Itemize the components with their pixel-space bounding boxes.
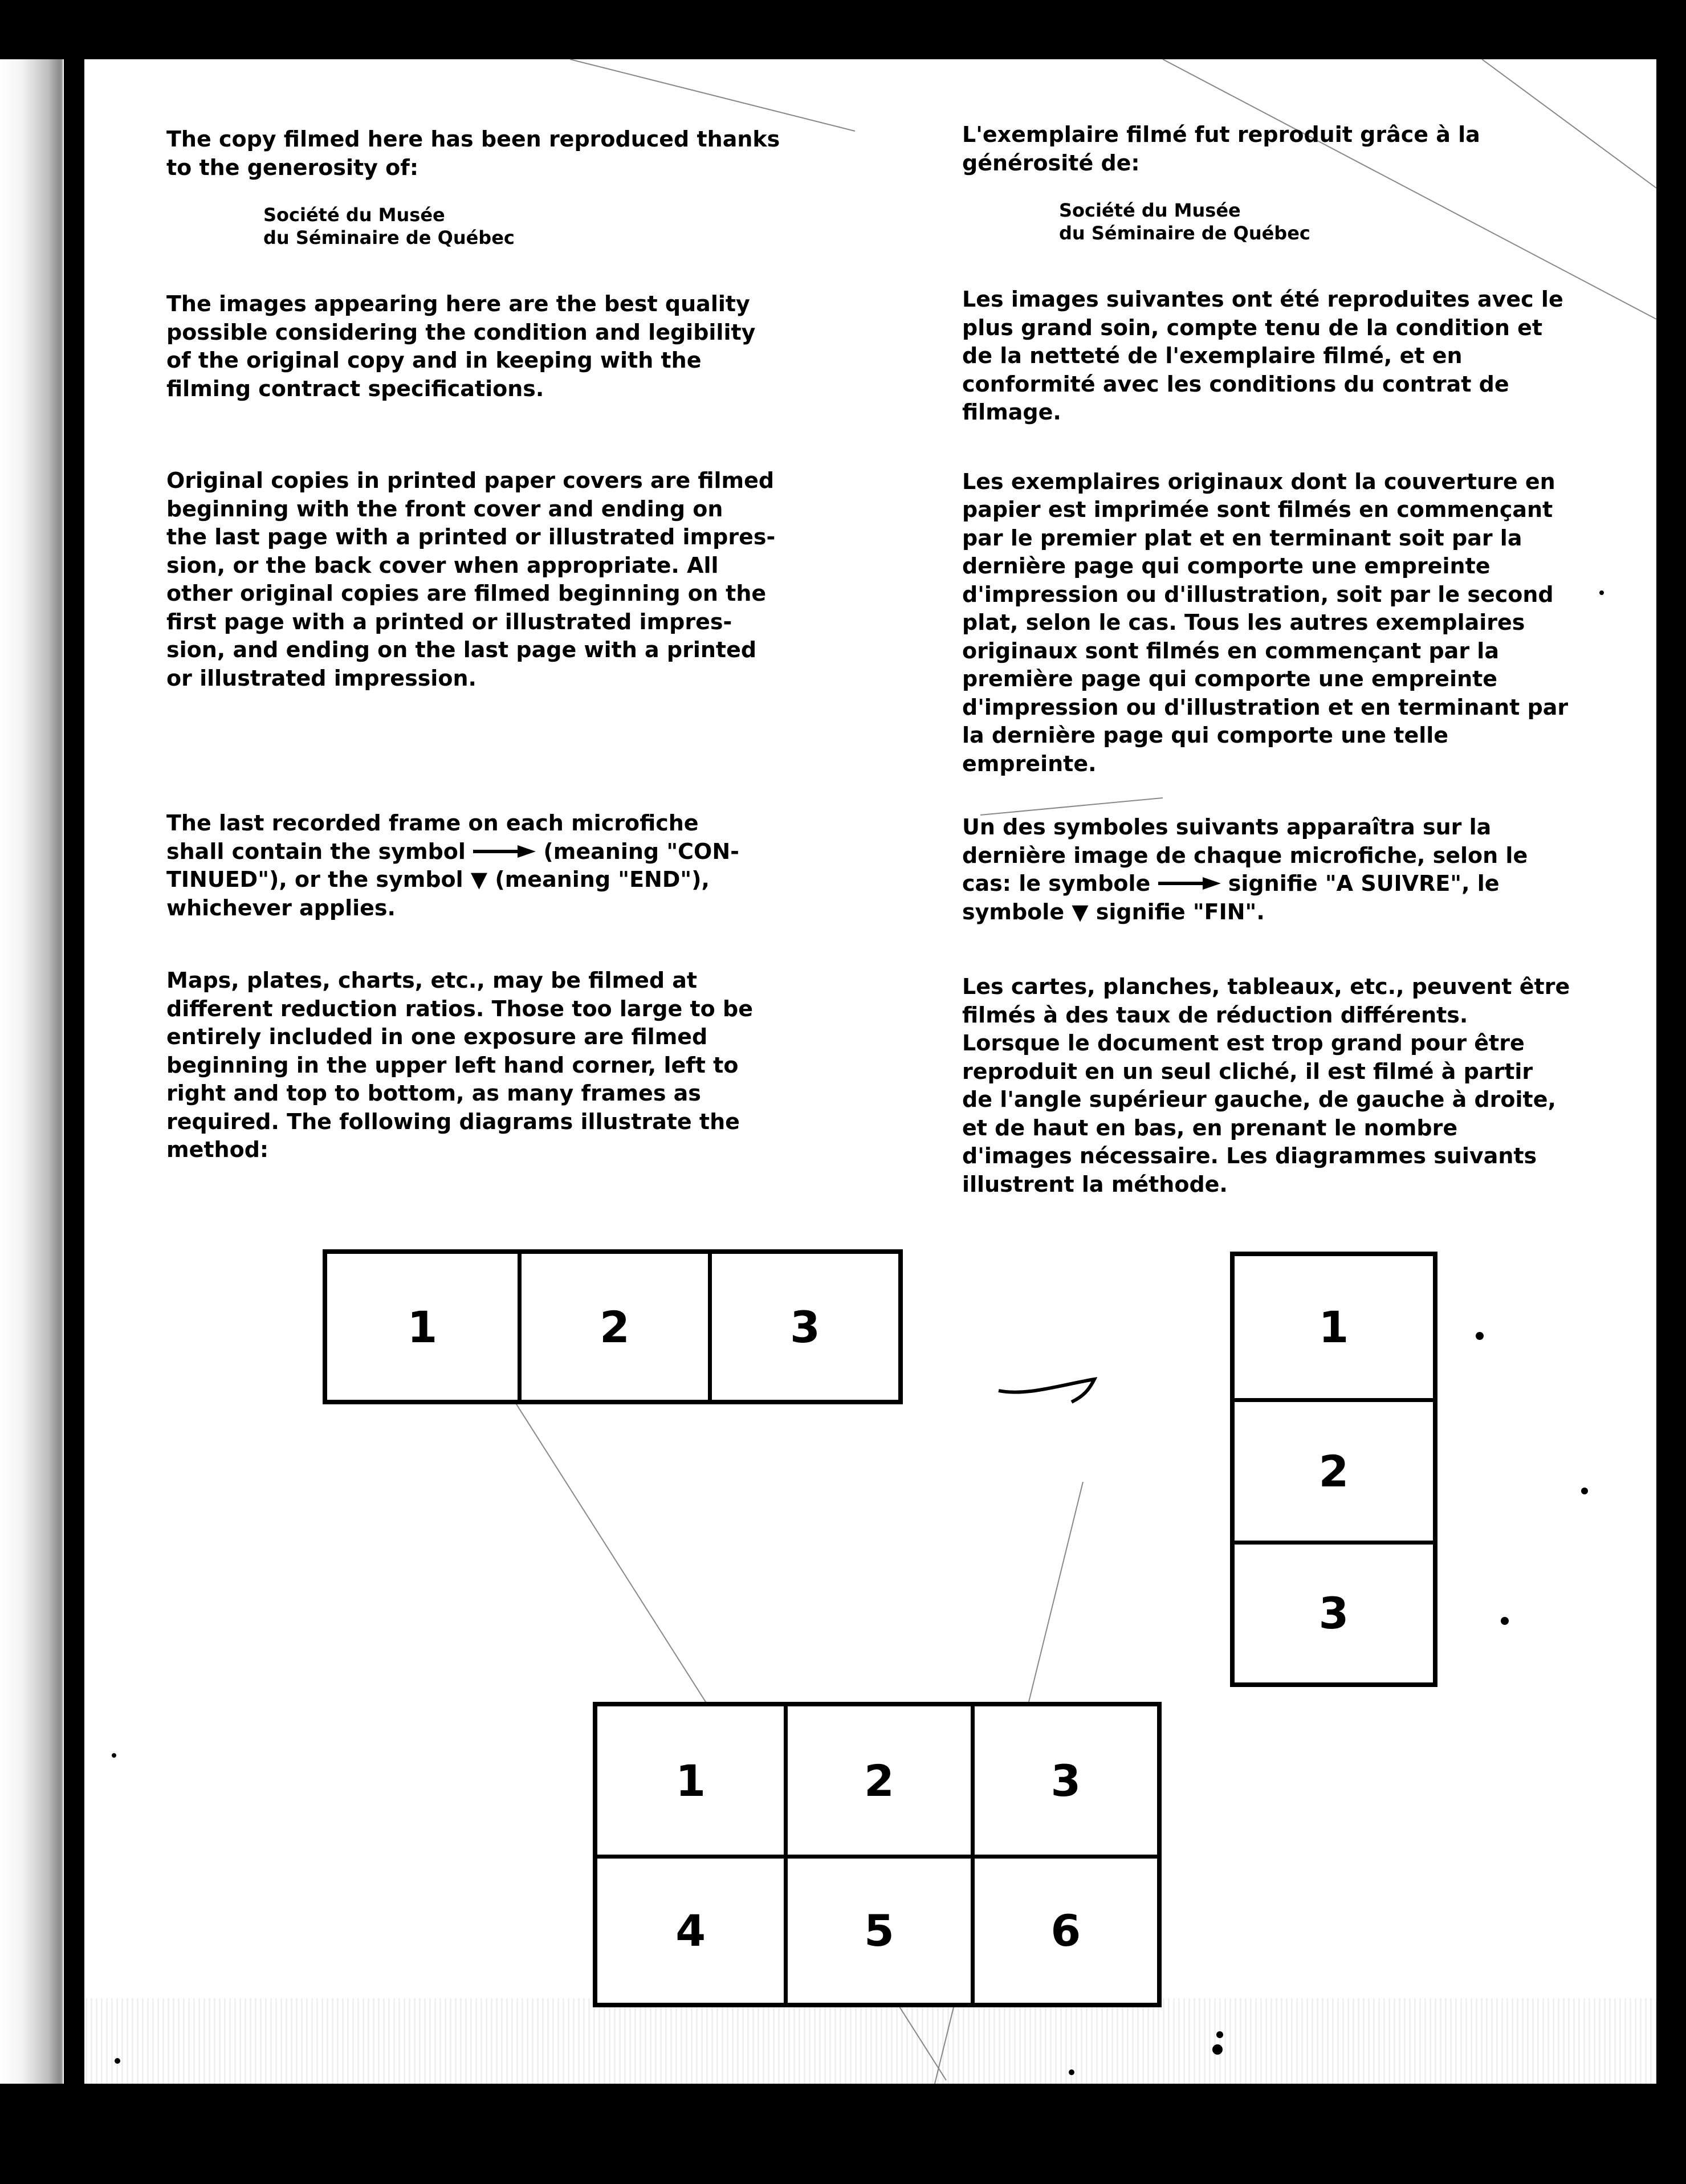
english-quality-paragraph: The images appearing here are the best quality possible considering the condition and legibility of the original copy and in keeping with the filming contract specifications. (166, 291, 756, 401)
english-credit: Société du Musée du Séminaire de Québec (263, 204, 515, 248)
english-column (166, 125, 816, 1164)
frame-cell: 6 (971, 1855, 1157, 2003)
frame-cell: 5 (784, 1855, 970, 2003)
continued-arrow-icon (473, 844, 536, 859)
frame-cell: 2 (518, 1254, 708, 1400)
english-symbols-paragraph (166, 809, 816, 922)
frame-cell: 4 (597, 1855, 784, 2003)
french-originals-paragraph: Les exemplaires originaux dont la couverture en papier est imprimée sont filmés en commençant par le premier plat et en terminant soit par la dernière page qui comporte une empreinte d'impression ou d'illustration, soit par le second plat, selon le cas. Tous les autres exemplaires originaux sont filmés en commençant par la première page qui comporte une empreinte d'impression ou d'illustration et en terminant par la dernière page qui comporte une telle empreinte. (962, 468, 1569, 776)
diagram-six-frame-grid (593, 1702, 1162, 2007)
french-quality-paragraph: Les images suivantes ont été reproduites avec le plus grand soin, compte tenu de la condition et de la netteté de l'exemplaire filmé, et en conformité avec les conditions du contrat de filmage. (962, 287, 1563, 425)
frame-cell: 3 (708, 1254, 898, 1400)
ink-stroke-artifact (999, 1379, 1094, 1402)
a-suivre-arrow-icon (1158, 876, 1221, 891)
french-column (962, 121, 1601, 1199)
french-symbols-text-1: Un des symboles suivants apparaîtra sur la dernière image de chaque microfiche, selon le cas: le symbole (962, 814, 1528, 896)
diagram-vertical-three-frames (1230, 1252, 1437, 1687)
english-symbols-text-1: The last recorded frame on each microfiche shall contain the symbol (166, 810, 699, 864)
english-maps-paragraph: Maps, plates, charts, etc., may be filmed at different reduction ratios. Those too large to be entirely included in one exposure are filmed beginning in the upper left hand corner, left to right and top to bottom, as many frames as required. The following diagrams illustrate the method: (166, 968, 753, 1162)
french-maps-paragraph: Les cartes, planches, tableaux, etc., peuvent être filmés à des taux de réduction différents. Lorsque le document est trop grand pour être reproduit en un seul cliché, il est filmé à partir de l'angle supérieur gauche, de gauche à droite, et de haut en bas, en prenant le nombre d'images nécessaire. Les diagrammes suivants illustrent la méthode. (962, 974, 1570, 1197)
frame-cell: 1 (675, 1755, 706, 1806)
frame-cell: 1 (407, 1301, 438, 1352)
frame-cell: 3 (1235, 1541, 1433, 1682)
frame-cell: 1 (1318, 1302, 1349, 1353)
english-intro: The copy filmed here has been reproduced thanks to the generosity of: (166, 127, 780, 180)
english-symbols-text-2: (meaning "CON- TINUED"), or the symbol ▼ (meaning "END"), whichever applies. (166, 838, 739, 920)
diagram-horizontal-three-frames (323, 1249, 903, 1404)
frame-cell: 3 (971, 1706, 1157, 1855)
french-credit: Société du Musée du Séminaire de Québec (1059, 199, 1310, 244)
frame-cell: 2 (1235, 1398, 1433, 1540)
french-symbols-paragraph (962, 813, 1601, 926)
english-originals-paragraph: Original copies in printed paper covers are filmed beginning with the front cover and ending on the last page with a printed or illustrated impres- sion, or the back cover when appropriate. All other original copies are filmed beginning on the first page with a printed or illustrated impres- sion, and ending on the last page with a printed or illustrated impression. (166, 468, 776, 691)
frame-cell: 2 (784, 1706, 970, 1855)
french-symbols-text-2: signifie "A SUIVRE", le symbole ▼ signifie "FIN". (962, 871, 1500, 924)
french-intro: L'exemplaire filmé fut reproduit grâce à la générosité de: (962, 122, 1480, 176)
